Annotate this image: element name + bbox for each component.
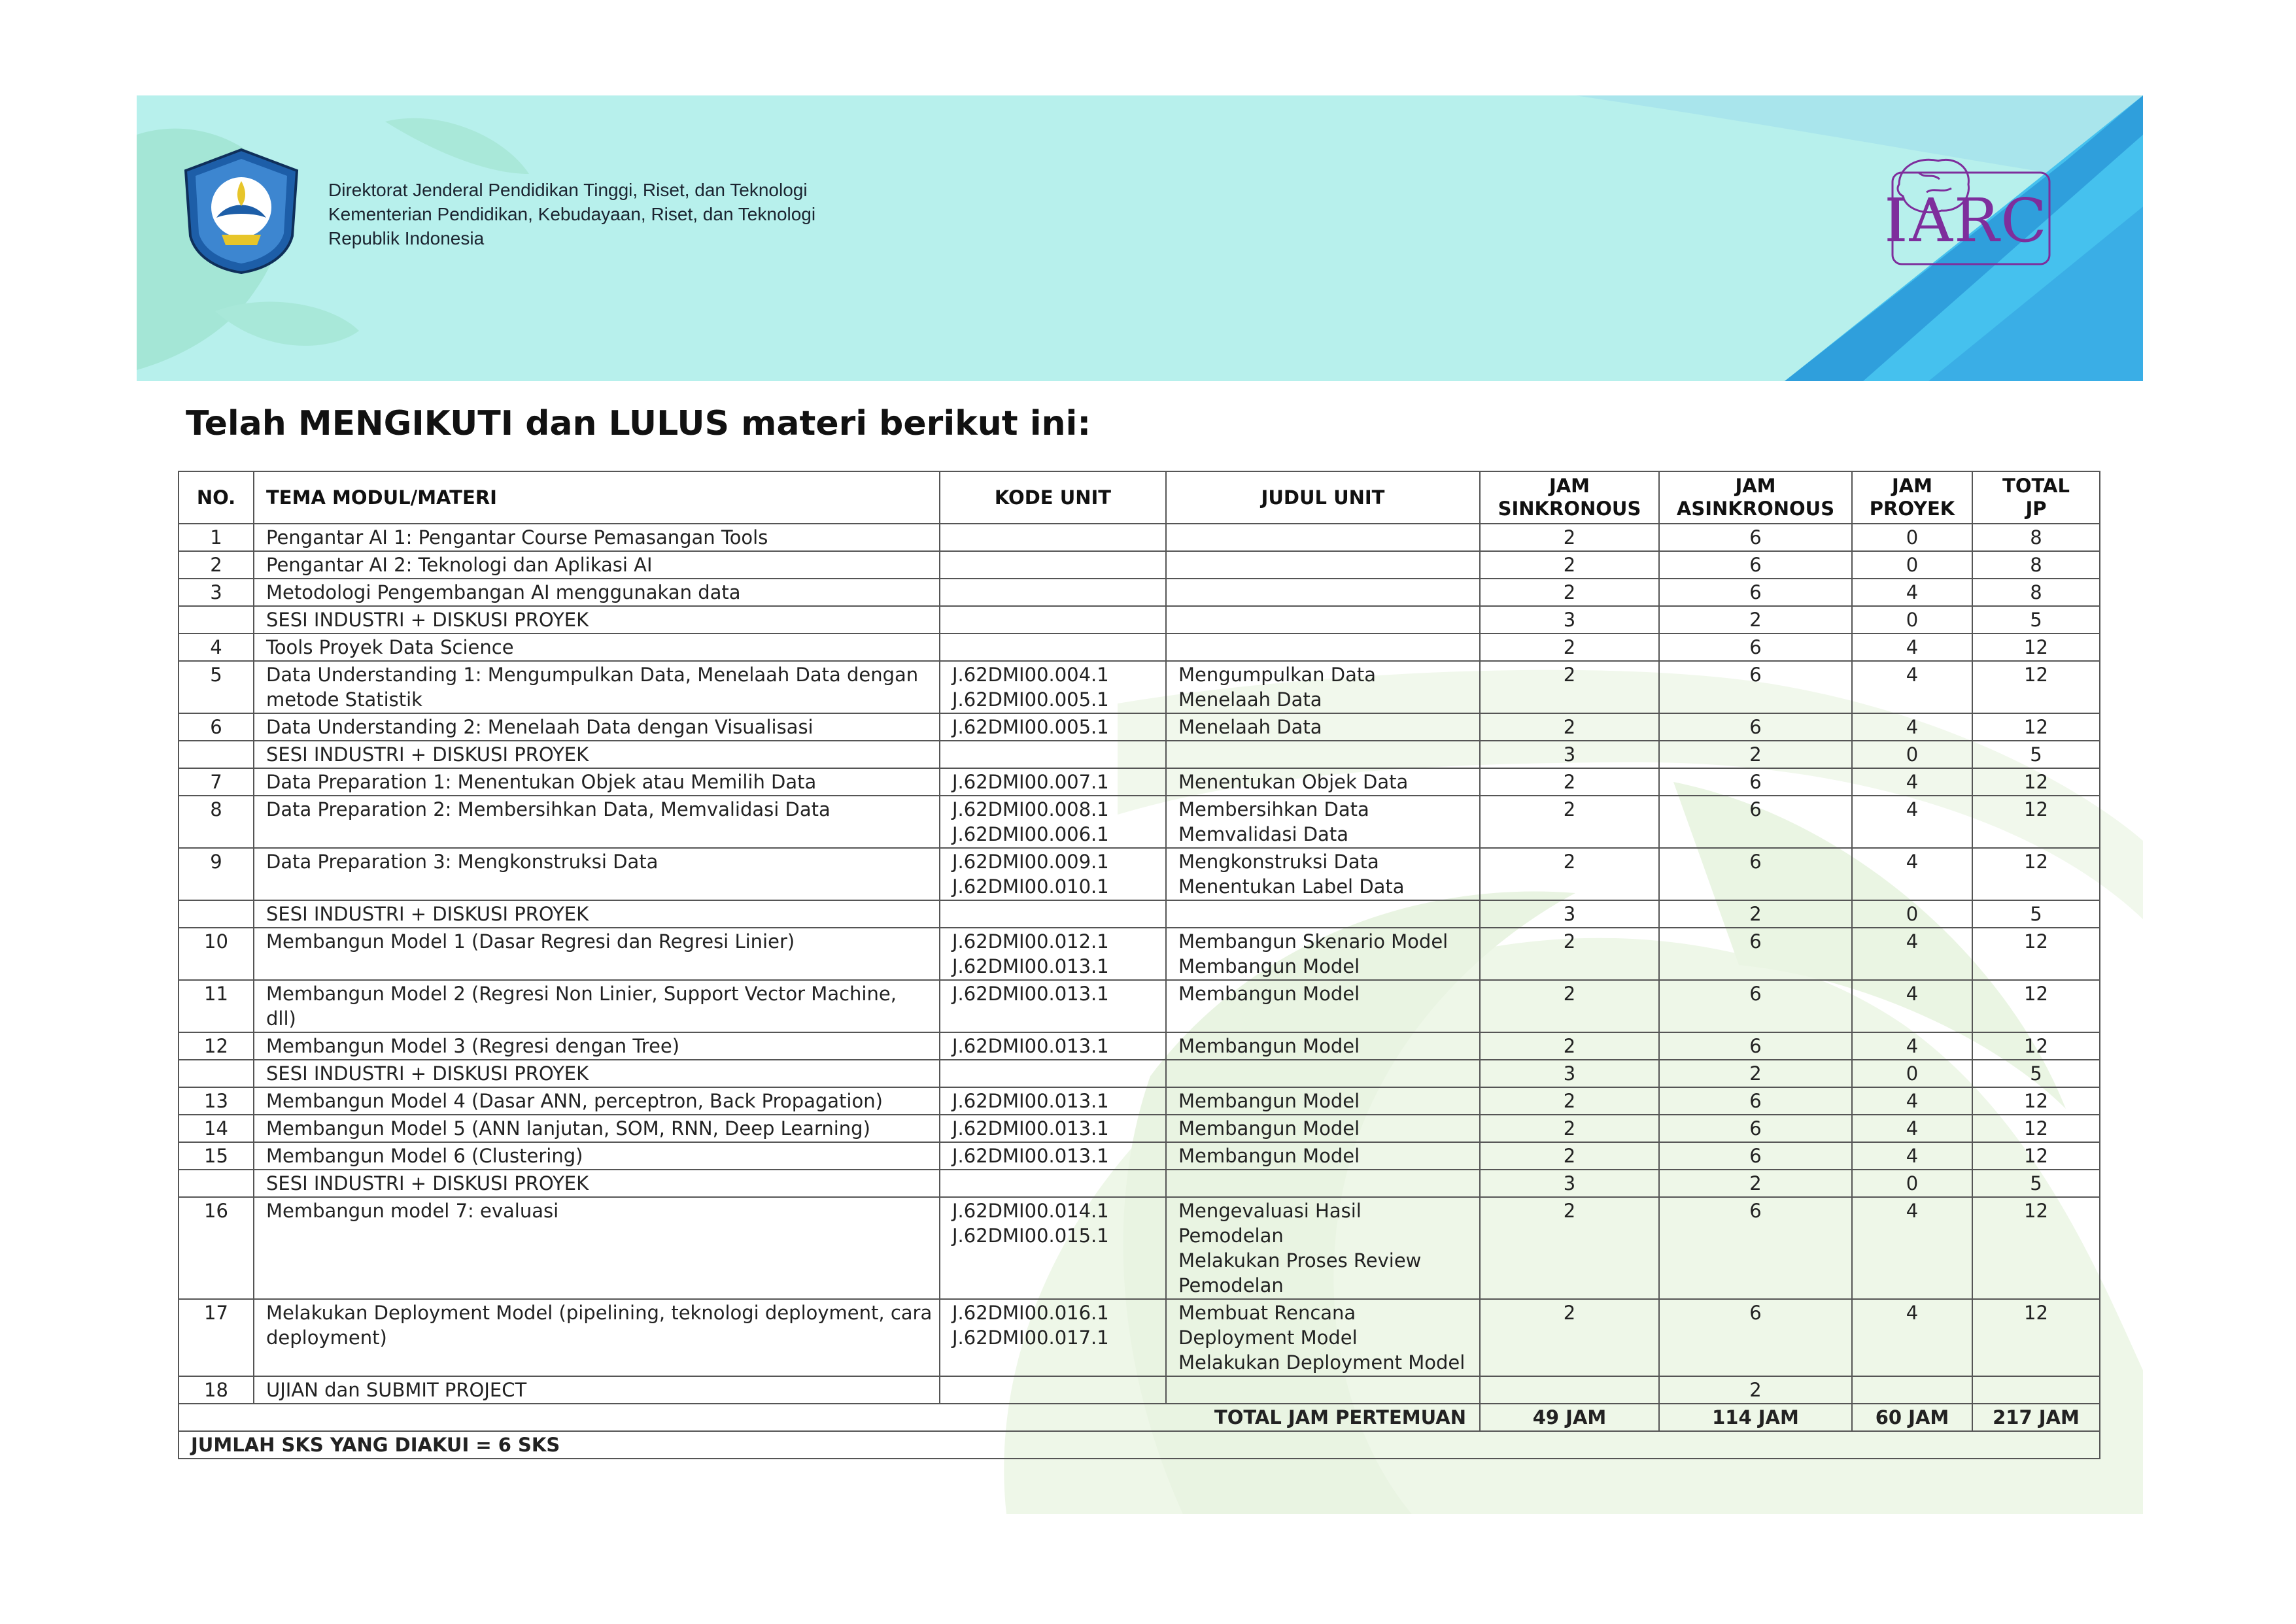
row-no [179, 1060, 254, 1087]
row-judul-unit [1166, 551, 1480, 579]
col-header-tema: TEMA MODUL/MATERI [254, 471, 940, 524]
row-jam-asinkronous: 6 [1659, 1142, 1852, 1170]
row-jam-proyek: 0 [1852, 524, 1972, 551]
row-jam-sinkronous: 2 [1480, 551, 1659, 579]
table-row [179, 928, 2100, 980]
table-row [179, 606, 2100, 634]
row-no: 1 [179, 524, 254, 551]
table-row [179, 661, 2100, 713]
row-jam-asinkronous: 6 [1659, 980, 1852, 1032]
row-jam-proyek: 4 [1852, 1032, 1972, 1060]
row-judul-unit [1166, 634, 1480, 661]
iarc-logo-mark: IARC [1884, 186, 2048, 256]
row-judul-unit [1166, 900, 1480, 928]
row-jam-sinkronous: 3 [1480, 741, 1659, 768]
row-judul-unit: Membangun Model [1166, 1142, 1480, 1170]
row-tema: Metodologi Pengembangan AI menggunakan data [254, 579, 940, 606]
row-kode-unit: J.62DMI00.012.1 J.62DMI00.013.1 [940, 928, 1166, 980]
total-label: TOTAL JAM PERTEMUAN [179, 1404, 1480, 1431]
row-no: 7 [179, 768, 254, 796]
row-jam-proyek: 4 [1852, 928, 1972, 980]
sks-text: JUMLAH SKS YANG DIAKUI = 6 SKS [179, 1431, 2100, 1459]
certificate-page [137, 95, 2143, 1514]
row-total-jp: 8 [1972, 524, 2100, 551]
row-total-jp: 12 [1972, 928, 2100, 980]
row-no [179, 741, 254, 768]
row-tema: Membangun Model 4 (Dasar ANN, perceptron, Back Propagation) [254, 1087, 940, 1115]
row-kode-unit: J.62DMI00.013.1 [940, 1087, 1166, 1115]
sks-row [179, 1431, 2100, 1459]
col-header-sinkronous: JAM SINKRONOUS [1480, 471, 1659, 524]
row-judul-unit: Membangun Model [1166, 1115, 1480, 1142]
row-total-jp: 12 [1972, 713, 2100, 741]
table-row [179, 848, 2100, 900]
row-no: 17 [179, 1299, 254, 1376]
row-kode-unit [940, 579, 1166, 606]
row-tema: SESI INDUSTRI + DISKUSI PROYEK [254, 606, 940, 634]
row-jam-asinkronous: 6 [1659, 1032, 1852, 1060]
row-judul-unit: Mengkonstruksi Data Menentukan Label Data [1166, 848, 1480, 900]
row-total-jp: 5 [1972, 606, 2100, 634]
row-kode-unit: J.62DMI00.013.1 [940, 1032, 1166, 1060]
row-jam-sinkronous: 2 [1480, 1032, 1659, 1060]
row-jam-sinkronous: 3 [1480, 606, 1659, 634]
row-jam-asinkronous: 6 [1659, 848, 1852, 900]
row-total-jp: 5 [1972, 1170, 2100, 1197]
org-line-2: Kementerian Pendidikan, Kebudayaan, Riset, dan Teknologi [328, 204, 816, 224]
row-no: 12 [179, 1032, 254, 1060]
row-tema: Data Preparation 3: Mengkonstruksi Data [254, 848, 940, 900]
row-jam-proyek: 0 [1852, 900, 1972, 928]
row-jam-asinkronous: 6 [1659, 1197, 1852, 1299]
row-tema: SESI INDUSTRI + DISKUSI PROYEK [254, 1060, 940, 1087]
row-judul-unit: Membuat Rencana Deployment Model Melakukan Deployment Model [1166, 1299, 1480, 1376]
table-row [179, 713, 2100, 741]
row-no: 9 [179, 848, 254, 900]
row-jam-sinkronous [1480, 1376, 1659, 1404]
row-no [179, 900, 254, 928]
row-judul-unit: Mengevaluasi Hasil Pemodelan Melakukan Proses Review Pemodelan [1166, 1197, 1480, 1299]
row-jam-proyek: 0 [1852, 606, 1972, 634]
total-asinkronous: 114 JAM [1659, 1404, 1852, 1431]
row-jam-sinkronous: 2 [1480, 524, 1659, 551]
row-kode-unit: J.62DMI00.009.1 J.62DMI00.010.1 [940, 848, 1166, 900]
row-no [179, 606, 254, 634]
row-no: 16 [179, 1197, 254, 1299]
row-tema: UJIAN dan SUBMIT PROJECT [254, 1376, 940, 1404]
row-jam-asinkronous: 6 [1659, 634, 1852, 661]
row-total-jp: 12 [1972, 1142, 2100, 1170]
table-row [179, 524, 2100, 551]
row-no: 8 [179, 796, 254, 848]
row-tema: Membangun Model 3 (Regresi dengan Tree) [254, 1032, 940, 1060]
table-row [179, 1299, 2100, 1376]
row-jam-asinkronous: 2 [1659, 1376, 1852, 1404]
row-tema: Pengantar AI 1: Pengantar Course Pemasangan Tools [254, 524, 940, 551]
row-tema: Melakukan Deployment Model (pipelining, teknologi deployment, cara deployment) [254, 1299, 940, 1376]
row-jam-proyek: 4 [1852, 848, 1972, 900]
row-judul-unit [1166, 524, 1480, 551]
row-judul-unit [1166, 606, 1480, 634]
table-header-row [179, 471, 2100, 524]
row-total-jp: 5 [1972, 741, 2100, 768]
row-total-jp: 8 [1972, 551, 2100, 579]
row-no: 10 [179, 928, 254, 980]
col-header-kode: KODE UNIT [940, 471, 1166, 524]
row-total-jp: 12 [1972, 1115, 2100, 1142]
table-row [179, 900, 2100, 928]
row-total-jp: 12 [1972, 980, 2100, 1032]
row-no [179, 1170, 254, 1197]
row-jam-sinkronous: 3 [1480, 1170, 1659, 1197]
row-jam-proyek: 4 [1852, 796, 1972, 848]
row-kode-unit [940, 606, 1166, 634]
row-total-jp: 5 [1972, 900, 2100, 928]
row-total-jp: 12 [1972, 1032, 2100, 1060]
row-judul-unit [1166, 741, 1480, 768]
row-jam-asinkronous: 2 [1659, 741, 1852, 768]
row-jam-proyek: 4 [1852, 579, 1972, 606]
row-jam-sinkronous: 2 [1480, 1115, 1659, 1142]
row-kode-unit: J.62DMI00.005.1 [940, 713, 1166, 741]
table-row [179, 741, 2100, 768]
row-jam-proyek: 4 [1852, 1115, 1972, 1142]
row-no: 2 [179, 551, 254, 579]
row-tema: Data Understanding 1: Mengumpulkan Data, Menelaah Data dengan metode Statistik [254, 661, 940, 713]
row-jam-proyek: 0 [1852, 551, 1972, 579]
row-judul-unit: Membangun Model [1166, 1087, 1480, 1115]
row-tema: SESI INDUSTRI + DISKUSI PROYEK [254, 900, 940, 928]
row-jam-asinkronous: 6 [1659, 661, 1852, 713]
row-total-jp: 12 [1972, 1087, 2100, 1115]
row-kode-unit: J.62DMI00.014.1 J.62DMI00.015.1 [940, 1197, 1166, 1299]
tut-wuri-handayani-emblem-icon [176, 144, 307, 275]
row-judul-unit: Membangun Model [1166, 1032, 1480, 1060]
row-total-jp: 12 [1972, 768, 2100, 796]
row-total-jp: 12 [1972, 1299, 2100, 1376]
row-jam-proyek: 4 [1852, 1142, 1972, 1170]
row-no: 11 [179, 980, 254, 1032]
total-proyek: 60 JAM [1852, 1404, 1972, 1431]
row-judul-unit: Menelaah Data [1166, 713, 1480, 741]
col-header-judul: JUDUL UNIT [1166, 471, 1480, 524]
row-jam-proyek: 4 [1852, 661, 1972, 713]
table-row [179, 1170, 2100, 1197]
row-jam-sinkronous: 3 [1480, 900, 1659, 928]
row-judul-unit: Membangun Model [1166, 980, 1480, 1032]
row-jam-asinkronous: 6 [1659, 524, 1852, 551]
col-header-no: NO. [179, 471, 254, 524]
row-jam-asinkronous: 2 [1659, 1170, 1852, 1197]
row-total-jp: 12 [1972, 661, 2100, 713]
row-judul-unit [1166, 1170, 1480, 1197]
row-jam-proyek: 4 [1852, 1299, 1972, 1376]
row-jam-proyek: 4 [1852, 768, 1972, 796]
table-row [179, 1060, 2100, 1087]
row-no: 5 [179, 661, 254, 713]
row-kode-unit: J.62DMI00.007.1 [940, 768, 1166, 796]
row-jam-proyek [1852, 1376, 1972, 1404]
row-tema: Pengantar AI 2: Teknologi dan Aplikasi AI [254, 551, 940, 579]
row-judul-unit [1166, 579, 1480, 606]
row-tema: Data Preparation 1: Menentukan Objek atau Memilih Data [254, 768, 940, 796]
table-body [179, 524, 2100, 1404]
row-no: 6 [179, 713, 254, 741]
row-jam-asinkronous: 6 [1659, 796, 1852, 848]
row-total-jp: 12 [1972, 796, 2100, 848]
row-tema: Membangun Model 5 (ANN lanjutan, SOM, RNN, Deep Learning) [254, 1115, 940, 1142]
row-kode-unit [940, 1170, 1166, 1197]
row-judul-unit [1166, 1376, 1480, 1404]
total-sinkronous: 49 JAM [1480, 1404, 1659, 1431]
org-line-1: Direktorat Jenderal Pendidikan Tinggi, Riset, dan Teknologi [328, 180, 808, 200]
row-jam-sinkronous: 2 [1480, 848, 1659, 900]
table-row [179, 1142, 2100, 1170]
org-line-3: Republik Indonesia [328, 228, 485, 248]
row-kode-unit [940, 524, 1166, 551]
organization-text [328, 178, 815, 250]
row-jam-asinkronous: 6 [1659, 928, 1852, 980]
row-jam-asinkronous: 6 [1659, 713, 1852, 741]
row-no: 4 [179, 634, 254, 661]
row-judul-unit: Menentukan Objek Data [1166, 768, 1480, 796]
row-tema: SESI INDUSTRI + DISKUSI PROYEK [254, 741, 940, 768]
row-no: 14 [179, 1115, 254, 1142]
row-jam-asinkronous: 2 [1659, 900, 1852, 928]
row-jam-proyek: 0 [1852, 1060, 1972, 1087]
header-banner [137, 95, 2143, 381]
row-jam-asinkronous: 6 [1659, 1115, 1852, 1142]
row-kode-unit: J.62DMI00.004.1 J.62DMI00.005.1 [940, 661, 1166, 713]
row-tema: Tools Proyek Data Science [254, 634, 940, 661]
row-kode-unit [940, 1060, 1166, 1087]
row-jam-sinkronous: 2 [1480, 634, 1659, 661]
row-total-jp [1972, 1376, 2100, 1404]
row-kode-unit: J.62DMI00.013.1 [940, 1115, 1166, 1142]
row-total-jp: 8 [1972, 579, 2100, 606]
table-row [179, 1376, 2100, 1404]
row-jam-proyek: 0 [1852, 1170, 1972, 1197]
row-total-jp: 12 [1972, 848, 2100, 900]
col-header-proyek: JAM PROYEK [1852, 471, 1972, 524]
row-no: 18 [179, 1376, 254, 1404]
row-judul-unit [1166, 1060, 1480, 1087]
row-tema: Membangun model 7: evaluasi [254, 1197, 940, 1299]
row-jam-sinkronous: 3 [1480, 1060, 1659, 1087]
row-tema: SESI INDUSTRI + DISKUSI PROYEK [254, 1170, 940, 1197]
row-kode-unit [940, 551, 1166, 579]
row-jam-sinkronous: 2 [1480, 928, 1659, 980]
row-total-jp: 12 [1972, 1197, 2100, 1299]
row-jam-sinkronous: 2 [1480, 713, 1659, 741]
row-jam-asinkronous: 6 [1659, 579, 1852, 606]
row-kode-unit: J.62DMI00.013.1 [940, 980, 1166, 1032]
row-jam-sinkronous: 2 [1480, 579, 1659, 606]
table-row [179, 579, 2100, 606]
row-jam-sinkronous: 2 [1480, 980, 1659, 1032]
row-tema: Membangun Model 1 (Dasar Regresi dan Regresi Linier) [254, 928, 940, 980]
row-judul-unit: Membangun Skenario Model Membangun Model [1166, 928, 1480, 980]
row-kode-unit: J.62DMI00.016.1 J.62DMI00.017.1 [940, 1299, 1166, 1376]
row-jam-proyek: 4 [1852, 634, 1972, 661]
row-jam-sinkronous: 2 [1480, 1087, 1659, 1115]
row-total-jp: 12 [1972, 634, 2100, 661]
row-kode-unit: J.62DMI00.013.1 [940, 1142, 1166, 1170]
row-total-jp: 5 [1972, 1060, 2100, 1087]
row-kode-unit [940, 741, 1166, 768]
table-row [179, 1032, 2100, 1060]
row-jam-asinkronous: 6 [1659, 551, 1852, 579]
table-row [179, 768, 2100, 796]
total-jp: 217 JAM [1972, 1404, 2100, 1431]
row-jam-sinkronous: 2 [1480, 768, 1659, 796]
headline: Telah MENGIKUTI dan LULUS materi berikut ini: [186, 404, 1091, 443]
iarc-brain-logo-icon [1879, 153, 2053, 271]
row-kode-unit: J.62DMI00.008.1 J.62DMI00.006.1 [940, 796, 1166, 848]
row-jam-sinkronous: 2 [1480, 1197, 1659, 1299]
row-tema: Membangun Model 6 (Clustering) [254, 1142, 940, 1170]
row-tema: Data Understanding 2: Menelaah Data dengan Visualisasi [254, 713, 940, 741]
row-jam-proyek: 4 [1852, 980, 1972, 1032]
row-judul-unit: Membersihkan Data Memvalidasi Data [1166, 796, 1480, 848]
col-header-total: TOTAL JP [1972, 471, 2100, 524]
row-kode-unit [940, 900, 1166, 928]
total-row [179, 1404, 2100, 1431]
col-header-asinkronous: JAM ASINKRONOUS [1659, 471, 1852, 524]
table-row [179, 980, 2100, 1032]
table-row [179, 551, 2100, 579]
row-jam-sinkronous: 2 [1480, 661, 1659, 713]
row-no: 13 [179, 1087, 254, 1115]
row-jam-proyek: 0 [1852, 741, 1972, 768]
table-row [179, 1115, 2100, 1142]
row-jam-proyek: 4 [1852, 713, 1972, 741]
row-jam-sinkronous: 2 [1480, 796, 1659, 848]
row-jam-asinkronous: 6 [1659, 768, 1852, 796]
table-row [179, 1087, 2100, 1115]
table-row [179, 1197, 2100, 1299]
row-tema: Membangun Model 2 (Regresi Non Linier, Support Vector Machine, dll) [254, 980, 940, 1032]
row-judul-unit: Mengumpulkan Data Menelaah Data [1166, 661, 1480, 713]
table-row [179, 796, 2100, 848]
row-jam-sinkronous: 2 [1480, 1142, 1659, 1170]
row-jam-proyek: 4 [1852, 1087, 1972, 1115]
row-jam-sinkronous: 2 [1480, 1299, 1659, 1376]
row-jam-asinkronous: 2 [1659, 606, 1852, 634]
row-kode-unit [940, 1376, 1166, 1404]
row-no: 15 [179, 1142, 254, 1170]
row-no: 3 [179, 579, 254, 606]
row-jam-asinkronous: 2 [1659, 1060, 1852, 1087]
row-jam-asinkronous: 6 [1659, 1087, 1852, 1115]
row-tema: Data Preparation 2: Membersihkan Data, Memvalidasi Data [254, 796, 940, 848]
table-row [179, 634, 2100, 661]
course-table [178, 471, 2100, 1459]
row-jam-asinkronous: 6 [1659, 1299, 1852, 1376]
row-jam-proyek: 4 [1852, 1197, 1972, 1299]
row-kode-unit [940, 634, 1166, 661]
